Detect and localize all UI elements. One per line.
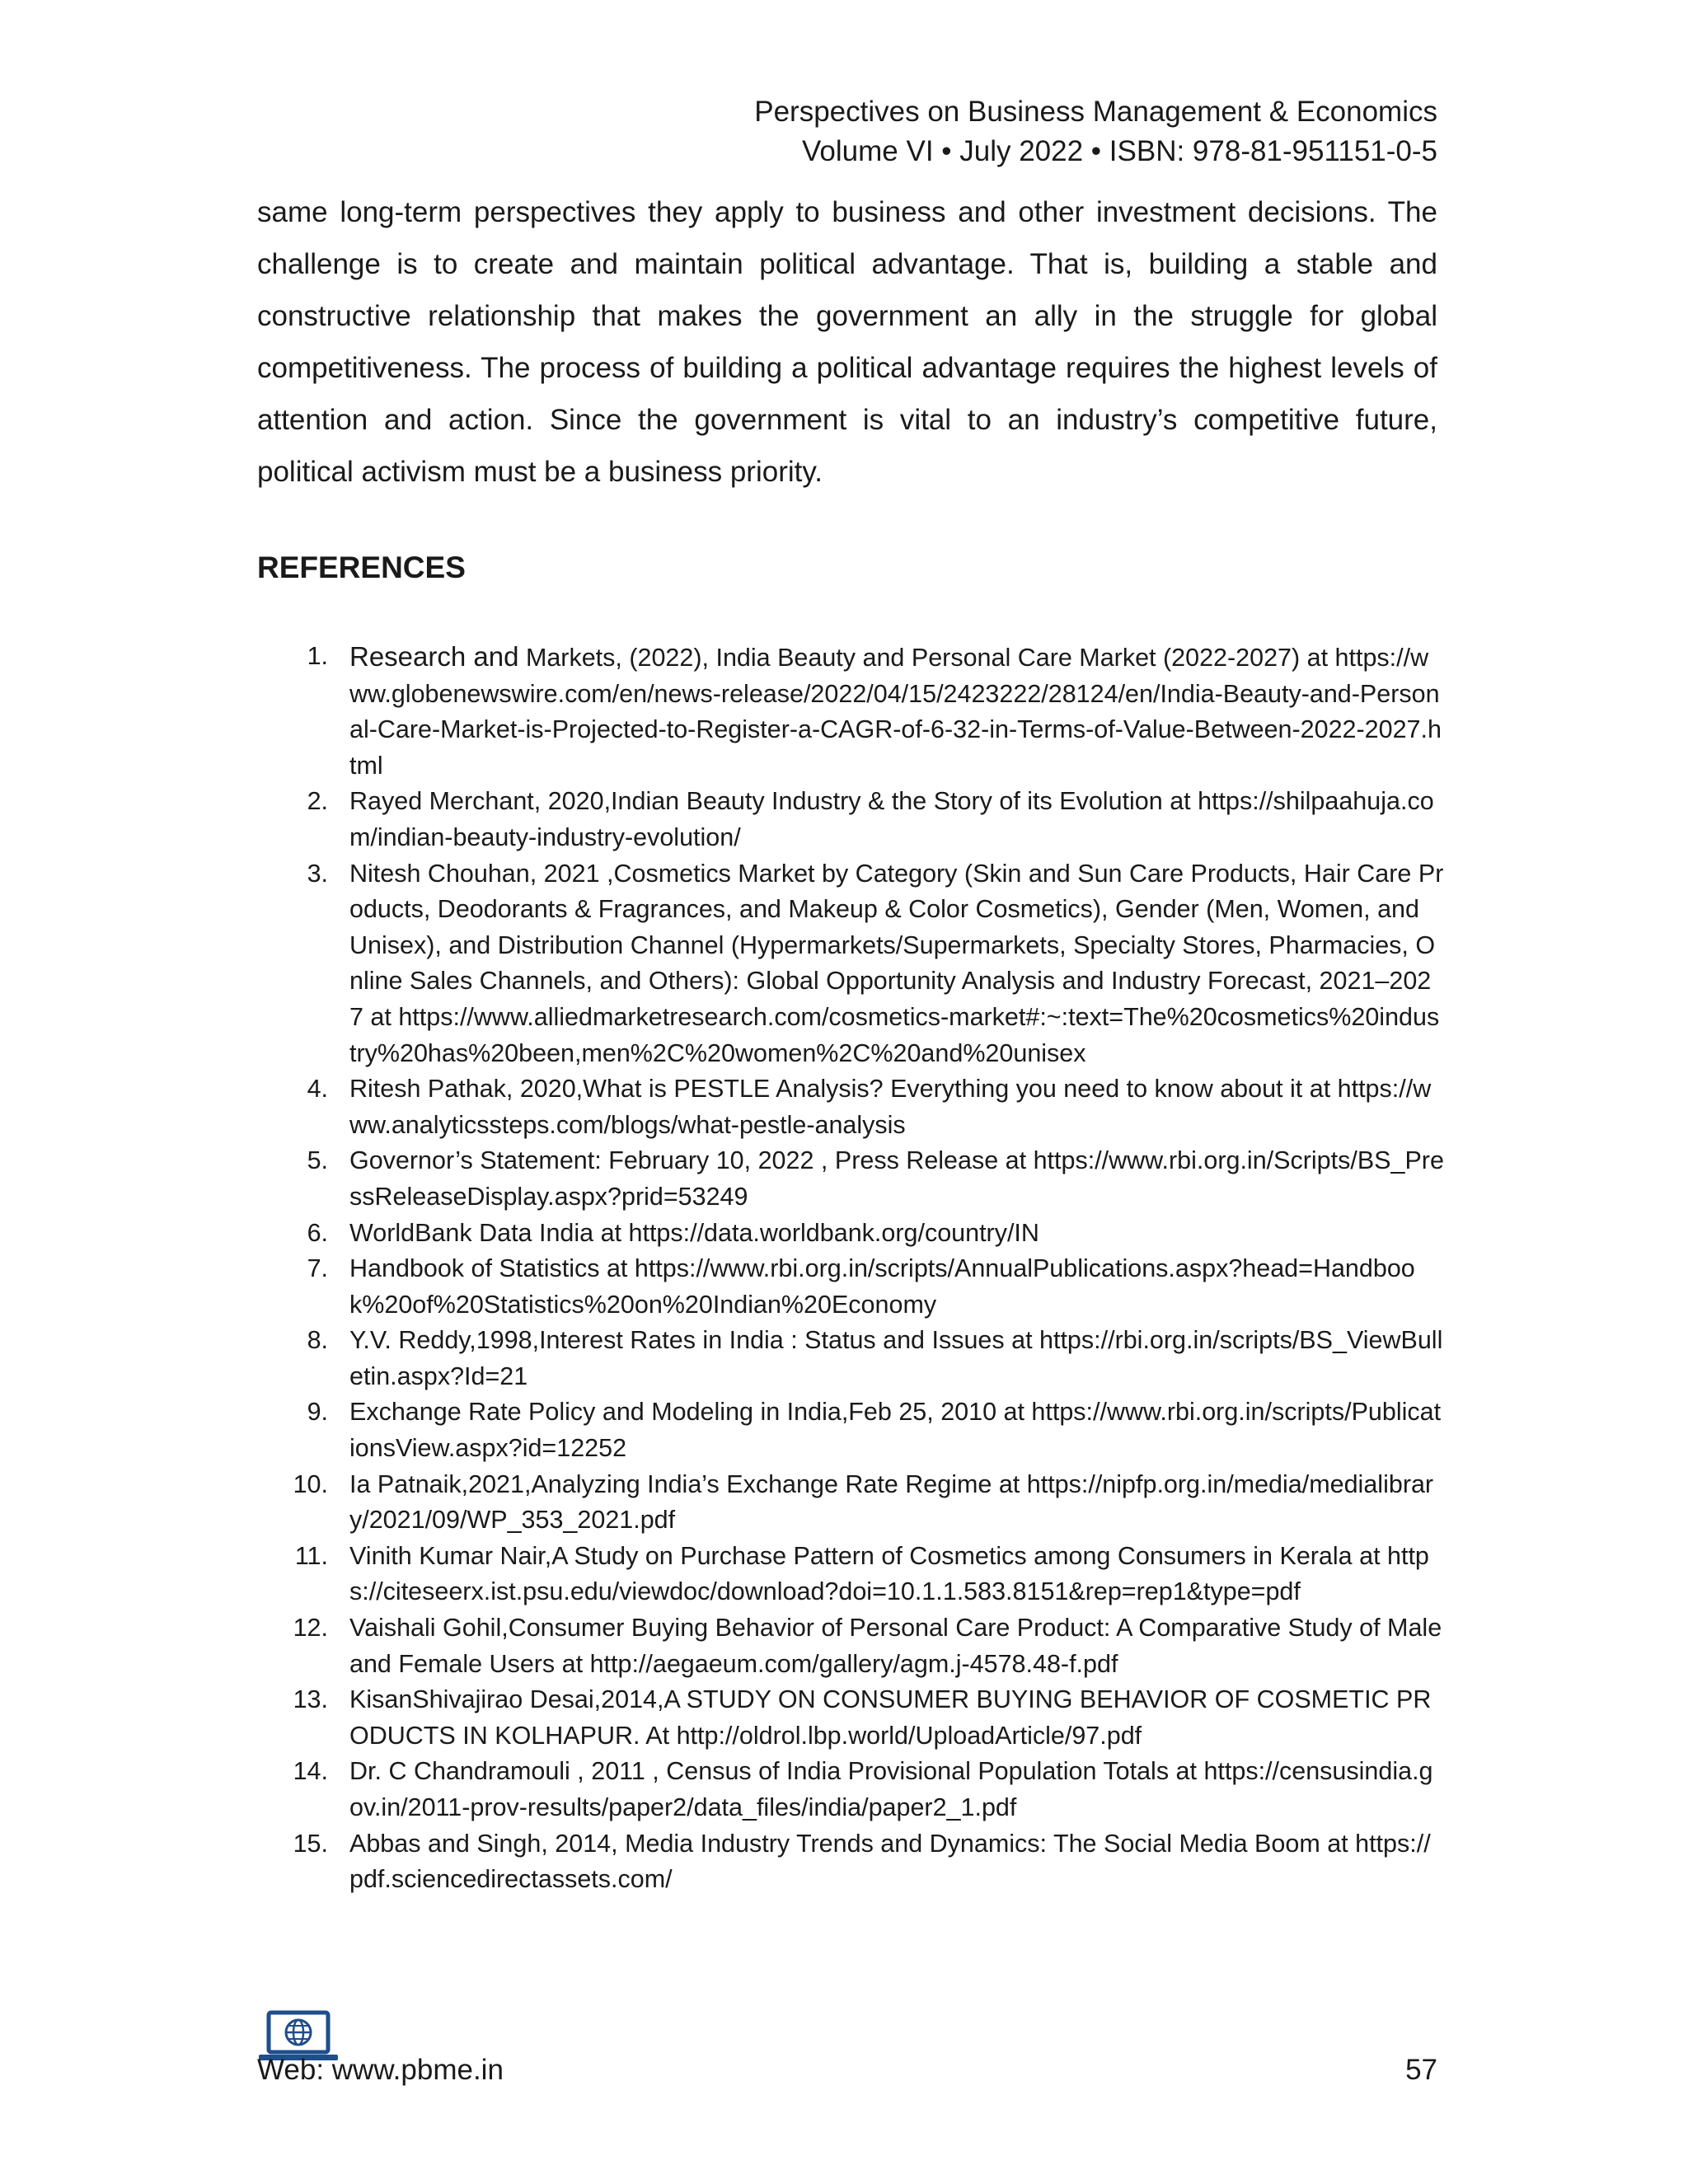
reference-text [349,1467,1444,1539]
reference-body: Governor’s Statement: February 10, 2022 , Press Release at https://www.rbi.org.in/Scripts/BS_PressReleaseDisplay.aspx?prid=53249 [349,1146,1444,1211]
reference-lead: Research and [349,641,519,672]
reference-number [257,784,349,855]
reference-item [257,1143,1444,1215]
reference-item [257,1216,1444,1252]
reference-text [349,639,1444,784]
reference-number-label: 15. [293,1829,328,1858]
reference-number [257,1323,349,1394]
reference-text [349,1143,1444,1215]
reference-body: Vinith Kumar Nair,A Study on Purchase Pattern of Cosmetics among Consumers in Kerala at https://citeseerx.ist.psu.edu/viewdoc/download?doi=10.1.1.583.8151&rep=rep1&type=pdf [349,1541,1429,1606]
reference-body: Dr. C Chandramouli , 2011 , Census of India Provisional Population Totals at https://censusindia.gov.in/2011-prov-results/paper2/data_files/india/paper2_1.pdf [349,1757,1433,1821]
reference-body: Rayed Merchant, 2020,Indian Beauty Industry & the Story of its Evolution at https://shilpaahuja.com/indian-beauty-industry-evolution/ [349,787,1434,851]
body-paragraph: same long-term perspectives they apply to business and other investment decisions. The challenge is to create and maintain political advantage. That is, building a stable and constructive relationship that makes the government an ally in the struggle for global competitiveness. The process of building a political advantage requires the highest levels of attention and action. Since the government is vital to an industry’s competitive future, political activism must be a business priority. [257,196,1437,488]
reference-body: WorldBank Data India at https://data.worldbank.org/country/IN [349,1218,1039,1247]
reference-number-label: 11. [294,1541,328,1570]
reference-number [257,1610,349,1682]
reference-text [349,1539,1444,1610]
reference-number-label: 1. [307,642,328,670]
volume-line: Volume VI • July 2022 • ISBN: 978-81-951151-0-5 [802,135,1437,167]
reference-item [257,1682,1444,1754]
reference-text [349,1323,1444,1394]
reference-number-label: 2. [307,787,328,816]
reference-number [257,1216,349,1252]
reference-item [257,1539,1444,1610]
reference-number [257,1467,349,1539]
reference-number [257,1682,349,1754]
reference-number [257,1826,349,1898]
reference-number [257,639,349,784]
reference-body: Abbas and Singh, 2014, Media Industry Trends and Dynamics: The Social Media Boom at https://pdf.sciencedirectassets.com/ [349,1829,1431,1894]
reference-item [257,856,1444,1072]
reference-number-label: 4. [307,1075,328,1104]
reference-item [257,639,1444,784]
reference-number-label: 7. [307,1254,328,1283]
reference-body: KisanShivajirao Desai,2014,A STUDY ON CONSUMER BUYING BEHAVIOR OF COSMETIC PRODUCTS IN KOLHAPUR. At http://oldrol.lbp.world/UploadArticle/97.pdf [349,1685,1432,1750]
reference-text [349,1682,1444,1754]
reference-body: Ia Patnaik,2021,Analyzing India’s Exchange Rate Regime at https://nipfp.org.in/media/medialibrary/2021/09/WP_353_2021.pdf [349,1469,1434,1535]
reference-body: Vaishali Gohil,Consumer Buying Behavior of Personal Care Product: A Comparative Study of Male and Female Users at http://aegaeum.com/gallery/agm.j-4578.48-f.pdf [349,1614,1442,1678]
reference-item [257,1754,1444,1825]
journal-title: Perspectives on Business Management & Economics [754,96,1437,128]
reference-number-label: 3. [307,859,328,888]
reference-number-label: 6. [307,1218,328,1247]
reference-number-label: 9. [307,1398,328,1427]
reference-text [349,856,1444,1072]
references-list [257,639,1444,1898]
reference-number-label: 12. [293,1614,328,1643]
reference-body: Markets, (2022), India Beauty and Personal Care Market (2022-2027) at https://www.globenewswire.com/en/news-release/2022/04/15/2423222/28124/en/India-Beauty-and-Personal-Care-Market-is-Projected-to-Register-a-CAGR-of-6-32-in-Terms-of-Value-Between-2022-2027.html [349,644,1442,780]
reference-number-label: 8. [307,1326,328,1355]
reference-text [349,1826,1444,1898]
reference-body: Y.V. Reddy,1998,Interest Rates in India : Status and Issues at https://rbi.org.in/scripts/BS_ViewBulletin.aspx?Id=21 [349,1326,1443,1390]
reference-item [257,1826,1444,1898]
reference-item [257,1323,1444,1394]
page-number: 57 [1405,2054,1437,2086]
reference-number [257,1143,349,1215]
body-text [257,186,1437,498]
reference-number-label: 14. [293,1757,328,1786]
reference-number [257,856,349,1072]
reference-item [257,1610,1444,1682]
reference-item [257,1071,1444,1143]
reference-text [349,1394,1444,1466]
reference-number [257,1071,349,1143]
references-heading: REFERENCES [257,551,466,584]
reference-number [257,1539,349,1610]
footer-website: Web: www.pbme.in [257,2054,504,2086]
reference-number-label: 13. [293,1685,328,1714]
reference-body: Nitesh Chouhan, 2021 ,Cosmetics Market by Category (Skin and Sun Care Products, Hair Care Products, Deodorants & Fragrances, and Makeup & Color Cosmetics), Gender (Men, Women, and Unisex), and Distribution Channel (Hypermarkets/Supermarkets, Specialty Stores, Pharmacies, Online Sales Channels, and Others): Global Opportunity Analysis and Industry Forecast, 2021–2027 at https://www.alliedmarketresearch.com/cosmetics-market#:~:text=The%20cosmetics%20industry%20has%20been,men%2C%20women%2C%20and%20unisex [349,859,1444,1067]
reference-item [257,1467,1444,1539]
reference-number-label: 10. [293,1469,328,1498]
reference-body: Exchange Rate Policy and Modeling in India,Feb 25, 2010 at https://www.rbi.org.in/scripts/PublicationsView.aspx?id=12252 [349,1398,1442,1463]
reference-item [257,1251,1444,1323]
reference-text [349,1216,1444,1252]
reference-text [349,1071,1444,1143]
reference-text [349,1610,1444,1682]
reference-item [257,784,1444,855]
reference-number [257,1251,349,1323]
reference-body: Ritesh Pathak, 2020,What is PESTLE Analysis? Everything you need to know about it at https://www.analyticssteps.com/blogs/what-pestle-analysis [349,1075,1432,1139]
page-header [754,92,1437,171]
reference-number-label: 5. [307,1146,328,1175]
reference-number [257,1394,349,1466]
reference-number [257,1754,349,1825]
reference-item [257,1394,1444,1466]
reference-text [349,784,1444,855]
reference-text [349,1251,1444,1323]
reference-body: Handbook of Statistics at https://www.rbi.org.in/scripts/AnnualPublications.aspx?head=Handbook%20of%20Statistics%20on%20Indian%20Economy [349,1254,1415,1319]
reference-text [349,1754,1444,1825]
